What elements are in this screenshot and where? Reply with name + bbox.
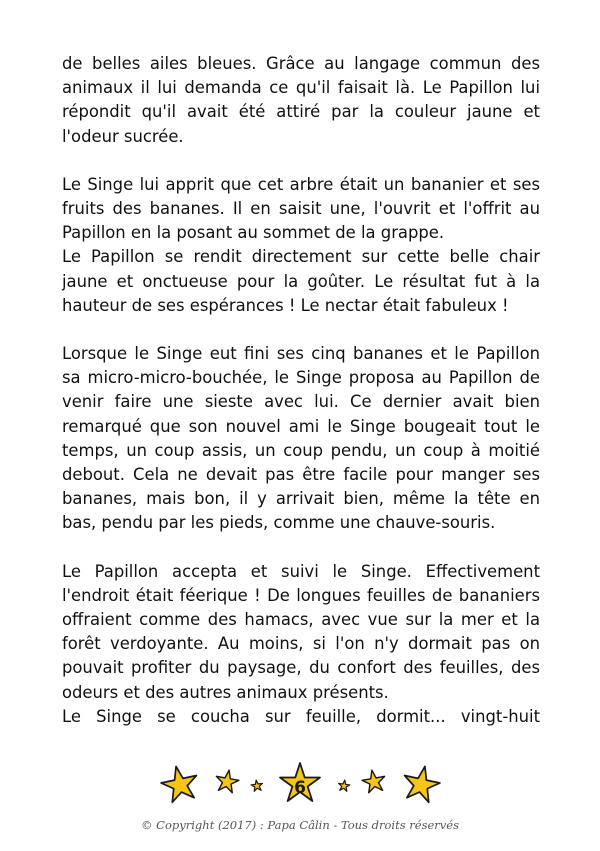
paragraph-4: Lorsque le Singe eut fini ses cinq bananes et le Papillon sa micro-micro-bouchée, le Singe proposa au Papillon de venir faire une sieste avec lui. Ce dernier avait bien remarqué que son nouvel ami le Singe bougeait tout le temps, un coup assis, un coup pendu, un coup à moitié debout. Cela ne devait pas être facile pour manger ses bananes, mais bon, il y arrivait bien, même la tête en bas, pendu par les pieds, comme une chauve-souris. (62, 344, 540, 533)
copyright-notice: © Copyright (2017) : Papa Câlin - Tous droits réservés (141, 818, 459, 832)
paragraph-5: Le Papillon accepta et suivi le Singe. Effectivement l'endroit était féerique ! De longues feuilles de bananiers offraient comme des hamacs, avec vue sur la mer et la forêt verdoyante. Au moins, si l'on n'y dormait pas on pouvait profiter du paysage, du confort des feuilles, des odeurs et des autres animaux présents. (62, 561, 540, 702)
paragraph-2: Le Singe lui apprit que cet arbre était un bananier et ses fruits des bananes. Il en saisit une, l'ouvrit et l'offrit au Papillon en la posant au sommet de la grappe. (62, 174, 540, 243)
star-footer-decoration (0, 760, 600, 820)
star-icon (338, 779, 351, 791)
star-icon (158, 763, 200, 804)
story-text (62, 52, 540, 729)
paragraph-3: Le Papillon se rendit directement sur cette belle chair jaune et onctueuse pour la goûter. Le résultat fut à la hauteur de ses espérances ! Le nectar était fabuleux ! (62, 247, 540, 315)
page-number: 6 (294, 778, 306, 798)
star-icon (214, 768, 240, 793)
star-icon (400, 763, 442, 804)
star-icon (251, 779, 264, 791)
paragraph-6: Le Singe se coucha sur feuille, dormit... vingt-huit (62, 706, 540, 726)
page-number-star (280, 763, 320, 801)
paragraph-1: de belles ailes bleues. Grâce au langage commun des animaux il lui demanda ce qu'il faisait là. Le Papillon lui répondit qu'il avait été attiré par la couleur jaune et l'odeur sucrée. (62, 54, 540, 146)
star-icon (361, 768, 387, 793)
